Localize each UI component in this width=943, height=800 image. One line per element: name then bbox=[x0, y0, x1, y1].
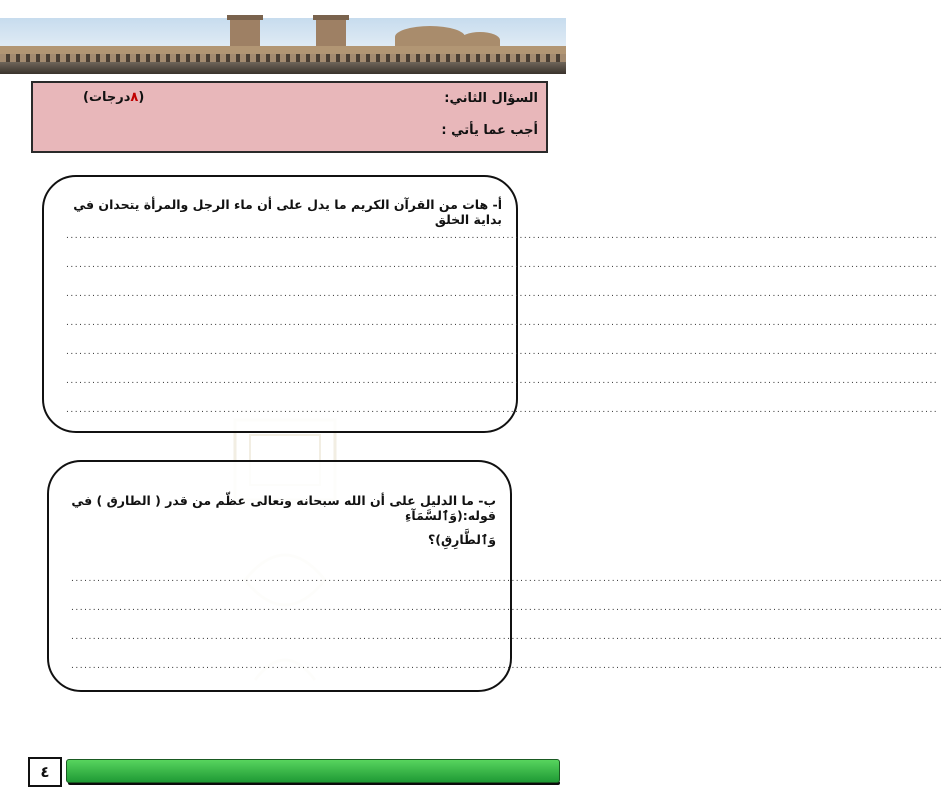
answer-line[interactable]: ........................................................................................................................................................................................................ bbox=[71, 603, 943, 613]
marks-number: ٨ bbox=[130, 90, 139, 105]
marks-open: ( bbox=[138, 90, 145, 105]
question-marks bbox=[83, 90, 144, 105]
header-banner-image bbox=[0, 18, 566, 74]
answer-line[interactable]: ........................................................................................................................................................................................................ bbox=[66, 260, 939, 270]
dome-shape bbox=[395, 26, 465, 48]
answer-line[interactable]: ........................................................................................................................................................................................................ bbox=[66, 318, 939, 328]
question-title: السؤال الثاني: bbox=[444, 91, 538, 106]
answer-box-b bbox=[47, 460, 943, 692]
answer-line[interactable]: ........................................................................................................................................................................................................ bbox=[66, 347, 939, 357]
answer-box-a bbox=[42, 175, 939, 433]
footer-green-bar bbox=[66, 759, 560, 783]
question-header-box bbox=[31, 81, 548, 153]
answer-line[interactable]: ........................................................................................................................................................................................................ bbox=[66, 289, 939, 299]
answer-line[interactable]: ........................................................................................................................................................................................................ bbox=[71, 632, 943, 642]
page-footer bbox=[22, 751, 560, 791]
answer-line[interactable]: ........................................................................................................................................................................................................ bbox=[66, 405, 939, 415]
question-a-text: أ- هات من القرآن الكريم ما يدل على أن ماء الرجل والمرأة يتحدان في بداية الخلق bbox=[73, 197, 502, 227]
answer-line[interactable]: ........................................................................................................................................................................................................ bbox=[66, 376, 939, 386]
question-b-text-line2: وَٱلطَّارِقِ)؟ bbox=[428, 532, 496, 547]
answer-line[interactable]: ........................................................................................................................................................................................................ bbox=[66, 231, 939, 241]
answer-line[interactable]: ........................................................................................................................................................................................................ bbox=[71, 574, 943, 584]
answer-line[interactable]: ........................................................................................................................................................................................................ bbox=[71, 661, 943, 671]
question-instruction: أجب عما يأتي : bbox=[441, 123, 538, 138]
question-b-text-line1: ب- ما الدليل على أن الله سبحانه وتعالى عظّم من قدر ( الطارق ) في قوله:(وَٱلسَّمَآءِ bbox=[71, 493, 496, 523]
banner-ground bbox=[0, 62, 566, 74]
page-number: ٤ bbox=[28, 757, 62, 787]
marks-rest: درجات) bbox=[83, 90, 131, 105]
